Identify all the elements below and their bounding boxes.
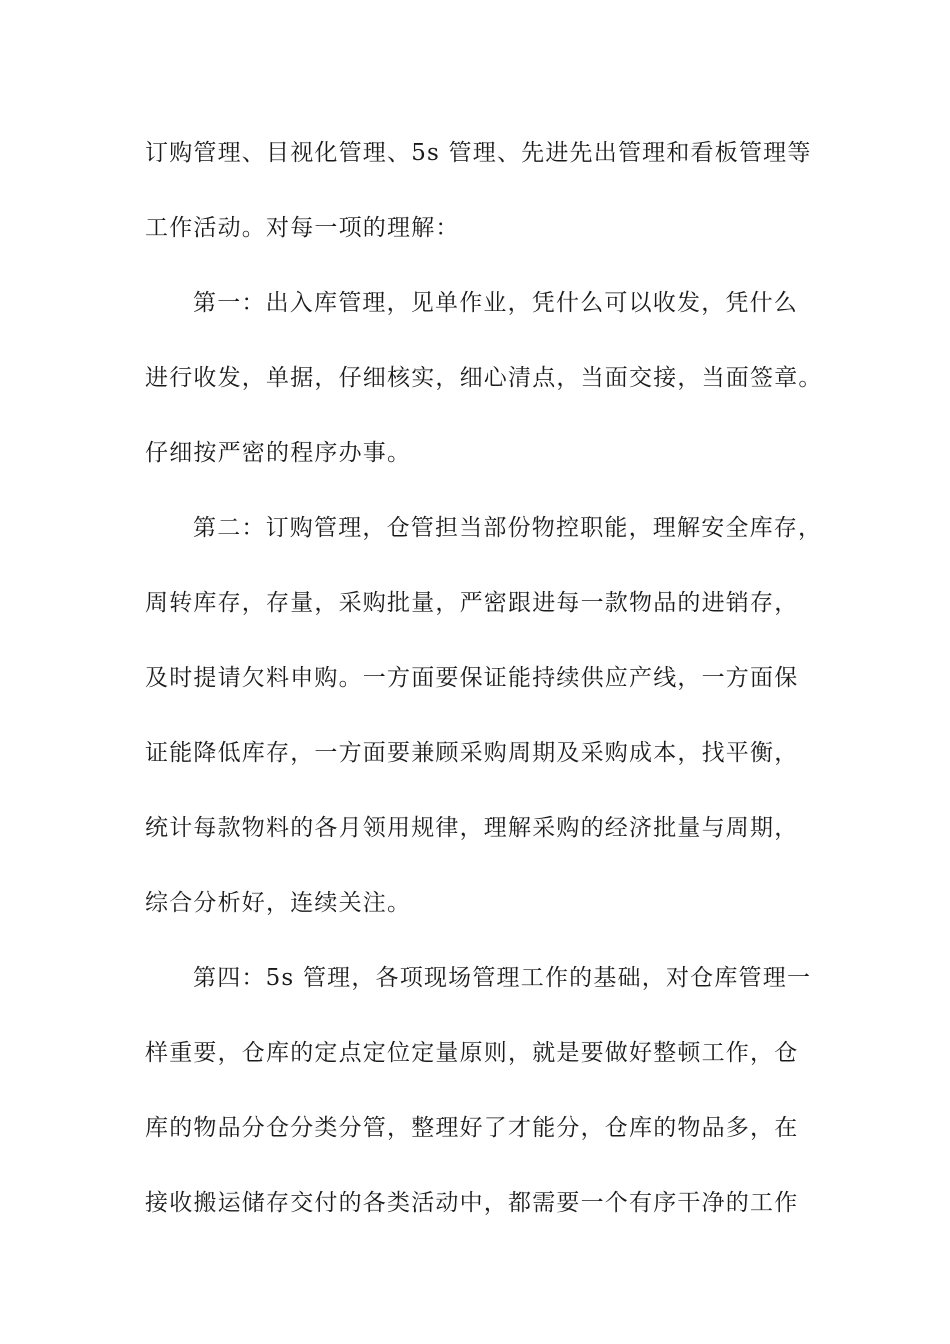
body-text <box>145 129 825 1254</box>
paragraph-first-line: 第四：5s 管理，各项现场管理工作的基础，对仓库管理一 <box>193 965 812 991</box>
text-line: 及时提请欠料申购。一方面要保证能持续供应产线，一方面保 <box>145 665 799 691</box>
text-line: 仔细按严密的程序办事。 <box>145 440 412 466</box>
text-line: 统计每款物料的各月领用规律，理解采购的经济批量与周期， <box>145 815 799 841</box>
text-line: 综合分析好，连续关注。 <box>145 890 412 916</box>
text-line: 接收搬运储存交付的各类活动中，都需要一个有序干净的工作 <box>145 1190 799 1216</box>
text-line: 进行收发，单据，仔细核实，细心清点，当面交接，当面签章。 <box>145 365 823 391</box>
text-line: 样重要，仓库的定点定位定量原则，就是要做好整顿工作，仓 <box>145 1040 799 1066</box>
paragraph-first-line: 第一：出入库管理，见单作业，凭什么可以收发，凭什么 <box>193 290 798 316</box>
text-line: 工作活动。对每一项的理解： <box>145 215 460 241</box>
text-line: 订购管理、目视化管理、5s 管理、先进先出管理和看板管理等 <box>145 140 812 166</box>
text-line: 证能降低库存，一方面要兼顾采购周期及采购成本，找平衡， <box>145 740 799 766</box>
text-line: 周转库存，存量，采购批量，严密跟进每一款物品的进销存， <box>145 590 799 616</box>
text-line: 库的物品分仓分类分管，整理好了才能分，仓库的物品多，在 <box>145 1115 799 1141</box>
paragraph-first-line: 第二：订购管理，仓管担当部份物控职能，理解安全库存， <box>193 515 823 541</box>
